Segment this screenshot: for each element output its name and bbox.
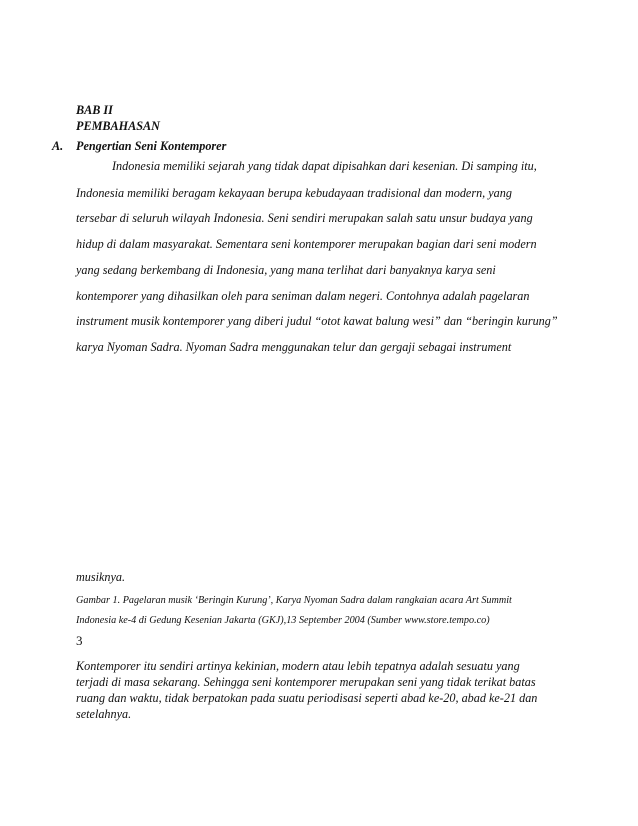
section-marker: A.: [52, 139, 64, 153]
body-line-1: Indonesia memiliki sejarah yang tidak dapat dipisahkan dari kesenian. Di samping itu,: [112, 159, 537, 173]
figure-caption-line-1: Gambar 1. Pagelaran musik ‘Beringin Kurung’, Karya Nyoman Sadra dalam rangkaian acara Art Summit: [76, 595, 512, 606]
page-number: 3: [76, 633, 83, 648]
body-line-5: yang sedang berkembang di Indonesia, yang mana terlihat dari banyaknya karya seni: [76, 263, 496, 277]
body-line-2: Indonesia memiliki beragam kekayaan berupa kebudayaan tradisional dan modern, yang: [76, 186, 512, 200]
section-title: Pengertian Seni Kontemporer: [76, 139, 227, 153]
closing-line-4: setelahnya.: [76, 707, 132, 721]
body-line-8: karya Nyoman Sadra. Nyoman Sadra menggunakan telur dan gergaji sebagai instrument: [76, 340, 512, 354]
body-line-3: tersebar di seluruh wilayah Indonesia. Seni sendiri merupakan salah satu unsur budaya yang: [76, 211, 533, 225]
continuation-text: musiknya.: [76, 570, 126, 584]
figure-caption-line-2: Indonesia ke-4 di Gedung Kesenian Jakarta (GKJ),13 September 2004 (Sumber www.store.tempo.co): [76, 615, 490, 626]
chapter-number: BAB II: [76, 103, 113, 117]
body-line-4: hidup di dalam masyarakat. Sementara seni kontemporer merupakan bagian dari seni modern: [76, 237, 537, 251]
body-line-6: kontemporer yang dihasilkan oleh para seniman dalam negeri. Contohnya adalah pagelaran: [76, 289, 530, 303]
closing-line-2: terjadi di masa sekarang. Sehingga seni kontemporer merupakan seni yang tidak terikat batas: [76, 675, 536, 689]
closing-line-1: Kontemporer itu sendiri artinya kekinian, modern atau lebih tepatnya adalah sesuatu yang: [76, 659, 520, 673]
closing-line-3: ruang dan waktu, tidak berpatokan pada suatu periodisasi seperti abad ke-20, abad ke-21 dan: [76, 691, 538, 705]
chapter-title: PEMBAHASAN: [76, 119, 160, 133]
closing-paragraph: [76, 658, 566, 722]
body-line-7: instrument musik kontemporer yang diberi judul “otot kawat balung wesi” dan “beringin kurung”: [76, 314, 558, 328]
